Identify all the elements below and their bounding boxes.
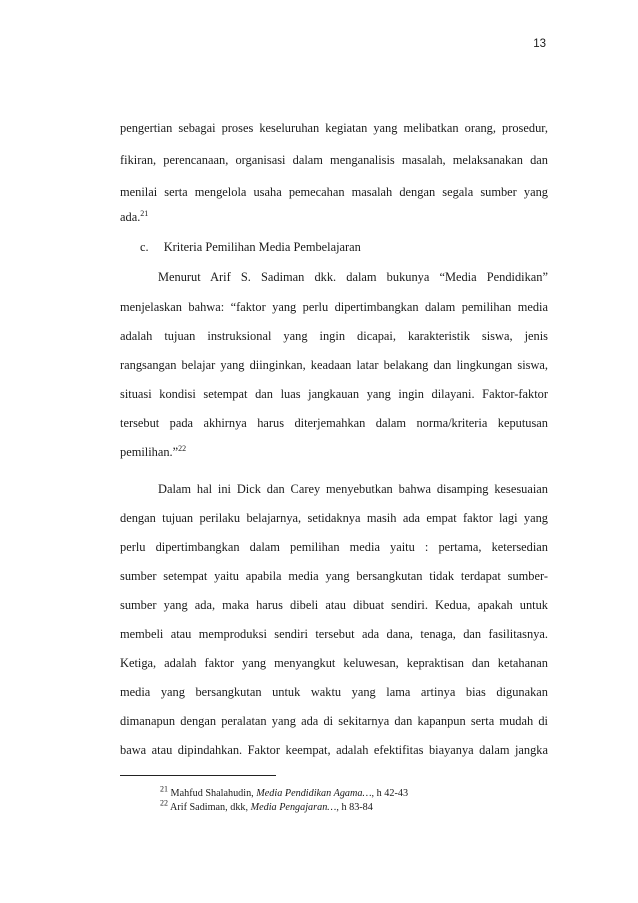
body-line: adalah tujuan instruksional yang ingin dicapai, karakteristik siswa, jenis bbox=[120, 329, 548, 343]
footnote-author: Mahfud Shalahudin, bbox=[170, 788, 254, 799]
body-line bbox=[120, 210, 548, 225]
footnote-21 bbox=[160, 784, 409, 799]
footnote-number: 22 bbox=[160, 798, 168, 808]
body-line: membeli atau memproduksi sendiri tersebut ada dana, tenaga, dan fasilitasnya. bbox=[120, 627, 548, 641]
section-heading bbox=[140, 240, 568, 255]
body-line: dimanapun dengan peralatan yang ada di sekitarnya dan kapanpun serta mudah di bbox=[120, 714, 548, 728]
body-line: Ketiga, adalah faktor yang menyangkut keluwesan, kepraktisan dan ketahanan bbox=[120, 656, 548, 670]
body-line: rangsangan belajar yang diinginkan, keadaan latar belakang dan lingkungan siswa, bbox=[120, 358, 548, 372]
footnote-divider bbox=[120, 775, 276, 776]
body-line: situasi kondisi setempat dan luas jangkauan yang ingin dilayani. Faktor-faktor bbox=[120, 387, 548, 401]
section-letter: c. bbox=[140, 240, 149, 254]
body-line: dengan tujuan perilaku belajarnya, setidaknya masih ada empat faktor lagi yang bbox=[120, 511, 548, 525]
body-line: pengertian sebagai proses keseluruhan kegiatan yang melibatkan orang, prosedur, bbox=[120, 121, 548, 135]
body-line: perlu dipertimbangkan dalam pemilihan media yaitu : pertama, ketersedian bbox=[120, 540, 548, 554]
footnote-pages: , h 83-84 bbox=[336, 802, 373, 813]
footnote-pages: , h 42-43 bbox=[371, 788, 409, 799]
body-line: tersebut pada akhirnya harus diterjemahkan dalam norma/kriteria keputusan bbox=[120, 416, 548, 430]
body-line: media yang bersangkutan untuk waktu yang lama artinya bias digunakan bbox=[120, 685, 548, 699]
section-title: Kriteria Pemilihan Media Pembelajaran bbox=[163, 240, 361, 254]
line-text: pemilihan.” bbox=[120, 445, 179, 459]
footnote-title: Media Pendidikan Agama… bbox=[256, 788, 372, 799]
body-line: fikiran, perencanaan, organisasi dalam menganalisis masalah, melaksanakan dan bbox=[120, 153, 548, 167]
body-line: Dalam hal ini Dick dan Carey menyebutkan bahwa disamping kesesuaian bbox=[158, 482, 548, 496]
body-line: sumber setempat yaitu apabila media yang bersangkutan tidak terdapat sumber- bbox=[120, 569, 548, 583]
footnote-number: 21 bbox=[160, 784, 168, 794]
body-line bbox=[120, 445, 548, 460]
line-text: ada. bbox=[120, 210, 141, 224]
footnote-ref-21: 21 bbox=[140, 208, 149, 218]
body-line: menjelaskan bahwa: “faktor yang perlu dipertimbangkan dalam pemilihan media bbox=[120, 300, 548, 314]
footnote-22 bbox=[160, 798, 373, 813]
body-line: sumber yang ada, maka harus dibeli atau dibuat sendiri. Kedua, apakah untuk bbox=[120, 598, 548, 612]
page-number: 13 bbox=[533, 38, 546, 50]
footnote-author: Arif Sadiman, dkk, bbox=[169, 802, 249, 813]
body-line: bawa atau dipindahkan. Faktor keempat, adalah efektifitas biayanya dalam jangka bbox=[120, 743, 548, 757]
footnote-title: Media Pengajaran… bbox=[250, 802, 337, 813]
body-line: Menurut Arif S. Sadiman dkk. dalam bukunya “Media Pendidikan” bbox=[158, 270, 548, 284]
body-line: menilai serta mengelola usaha pemecahan masalah dengan segala sumber yang bbox=[120, 185, 548, 199]
footnote-ref-22: 22 bbox=[178, 443, 187, 453]
